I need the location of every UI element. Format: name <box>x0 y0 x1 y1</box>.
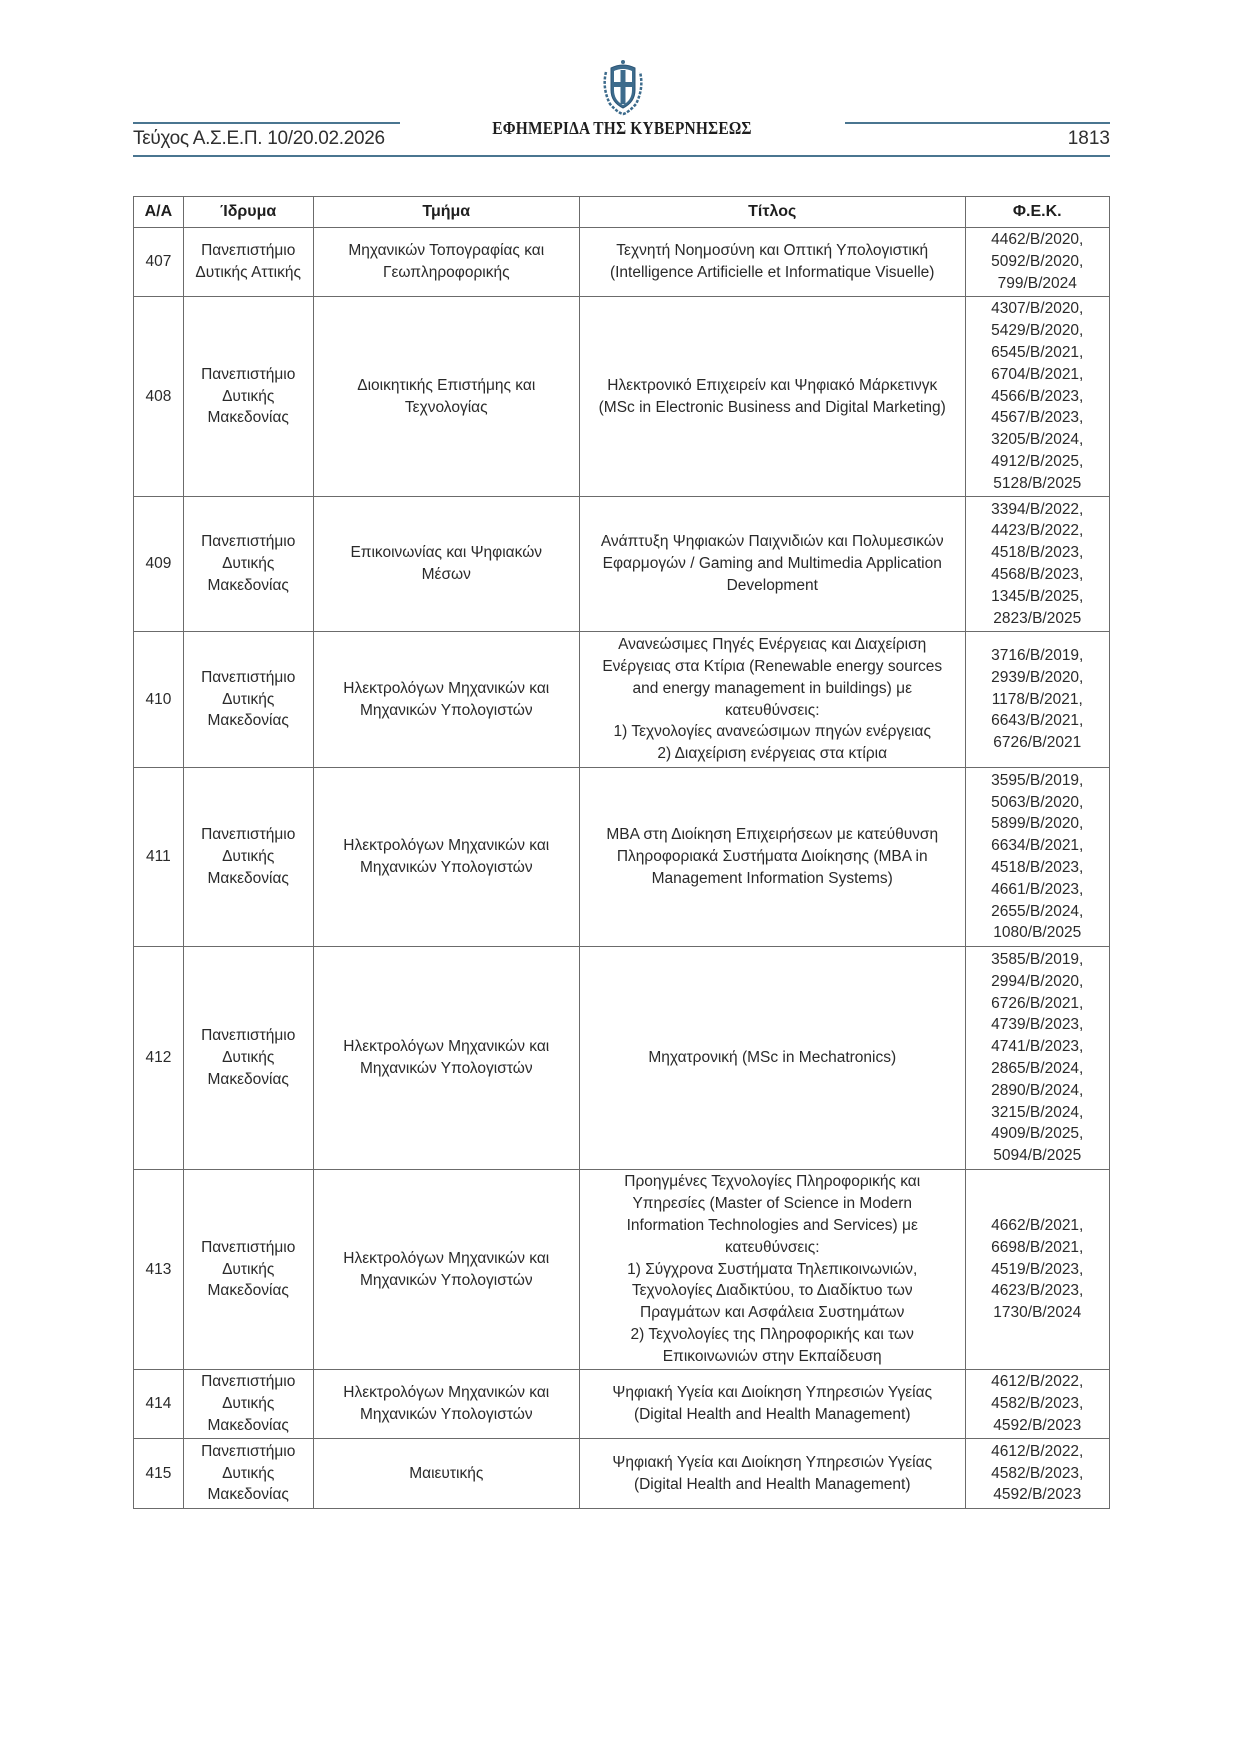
cell-title-line: κατευθύνσεις: <box>724 1238 820 1256</box>
cell-institution-line: Πανεπιστήμιο <box>201 1027 296 1045</box>
cell-title-line: and energy management in buildings) με <box>632 679 912 697</box>
cell-aa <box>134 497 184 632</box>
cell-institution <box>183 1170 313 1370</box>
cell-fek-line: 6698/Β/2021, <box>991 1238 1084 1256</box>
cell-department <box>313 1439 579 1509</box>
cell-institution-line: Μακεδονίας <box>207 712 289 730</box>
cell-institution-line: Πανεπιστήμιο <box>201 365 296 383</box>
cell-fek-line: 4582/Β/2023, <box>991 1395 1084 1413</box>
cell-aa-text: 411 <box>146 848 171 866</box>
cell-title-line: (Intelligence Artificielle et Informatique Visuelle) <box>609 264 935 281</box>
cell-fek-line: 3585/Β/2019, <box>991 951 1084 969</box>
cell-fek-line: 1730/Β/2024 <box>993 1304 1082 1322</box>
cell-institution-line: Δυτικής <box>222 690 275 708</box>
cell-title <box>579 497 965 632</box>
cell-aa-text: 414 <box>145 1395 172 1413</box>
column-header-fek: Φ.Ε.Κ. <box>965 197 1109 228</box>
table-row <box>134 632 1110 768</box>
cell-fek-line: 5429/Β/2020, <box>991 322 1084 340</box>
cell-title-line: Ψηφιακή Υγεία και Διοίκηση Υπηρεσιών Υγείας <box>612 1384 933 1402</box>
cell-aa <box>134 947 184 1170</box>
cell-department <box>313 632 579 768</box>
cell-fek-line: 6726/Β/2021 <box>993 734 1082 752</box>
cell-title-line: MBA στη Διοίκηση Επιχειρήσεων με κατεύθυνση <box>606 826 939 844</box>
cell-institution <box>183 1439 313 1509</box>
table-row <box>134 768 1110 947</box>
cell-fek-line: 3205/Β/2024, <box>991 431 1084 449</box>
cell-fek <box>965 497 1109 632</box>
cell-department <box>313 228 579 297</box>
cell-department-line: Μηχανικών Υπολογιστών <box>359 1060 533 1077</box>
table-row <box>134 297 1110 497</box>
column-header-department: Τμήμα <box>313 197 579 228</box>
cell-title-line: Τεχνολογίες Διαδικτύου, το Διαδίκτυο των <box>631 1282 913 1300</box>
cell-department <box>313 497 579 632</box>
cell-fek-line: 4519/Β/2023, <box>991 1260 1084 1278</box>
cell-fek-line: 4566/Β/2023, <box>991 387 1084 405</box>
cell-title-line: Ανανεώσιμες Πηγές Ενέργειας και Διαχείριση <box>618 636 927 654</box>
column-header-aa: Α/Α <box>134 197 184 228</box>
cell-institution <box>183 297 313 497</box>
cell-fek-line: 2865/Β/2024, <box>991 1060 1084 1077</box>
cell-fek-line: 5094/Β/2025 <box>993 1147 1082 1165</box>
cell-fek-line: 4462/Β/2020, <box>991 231 1084 249</box>
gazette-title: ΕΦΗΜΕΡΙΔΑ ΤΗΣ ΚΥΒΕΡΝΗΣΕΩΣ <box>492 118 752 138</box>
cell-fek <box>965 228 1109 297</box>
cell-aa-text: 415 <box>145 1464 172 1482</box>
cell-department-line: Γεωπληροφορικής <box>382 264 510 281</box>
cell-aa <box>134 632 184 768</box>
table-row <box>134 1170 1110 1370</box>
cell-fek-line: 4739/Β/2023, <box>991 1016 1084 1034</box>
cell-institution-line: Δυτικής Αττικής <box>195 264 301 281</box>
cell-fek-line: 4307/Β/2020, <box>991 300 1084 318</box>
cell-aa <box>134 1370 184 1439</box>
cell-institution-line: Δυτικής <box>222 1464 275 1482</box>
cell-institution-line: Δυτικής <box>222 1260 275 1278</box>
cell-department-line: Μέσων <box>421 566 471 583</box>
cell-institution-line: Δυτικής <box>222 1049 275 1067</box>
header-rule-bottom <box>133 155 1110 157</box>
table-row <box>134 1370 1110 1439</box>
cell-title-line: κατευθύνσεις: <box>724 701 820 719</box>
header-rule-top-right <box>845 122 1110 124</box>
cell-institution-line: Μακεδονίας <box>207 1486 289 1504</box>
cell-fek-line: 6726/Β/2021, <box>991 994 1084 1012</box>
cell-department-line: Διοικητικής Επιστήμης και <box>357 376 536 394</box>
table-row <box>134 1439 1110 1509</box>
cell-institution-line: Μακεδονίας <box>207 1416 289 1434</box>
cell-fek-line: 4518/Β/2023, <box>991 544 1084 562</box>
cell-fek-line: 4612/Β/2022, <box>991 1442 1084 1460</box>
cell-department-line: Μηχανικών Τοπογραφίας και <box>348 242 545 260</box>
cell-fek-line: 5063/Β/2020, <box>991 793 1084 811</box>
cell-fek <box>965 297 1109 497</box>
cell-department-line: Μηχανικών Υπολογιστών <box>359 859 533 876</box>
cell-fek-line: 3716/Β/2019, <box>991 647 1084 664</box>
cell-aa-text: 412 <box>145 1049 172 1067</box>
table-header-row <box>134 197 1110 228</box>
cell-aa-text: 409 <box>145 555 172 573</box>
cell-institution-line: Δυτικής <box>222 555 275 573</box>
cell-title <box>579 228 965 297</box>
cell-title-line: 1) Σύγχρονα Συστήματα Τηλεπικοινωνιών, <box>627 1260 918 1278</box>
page-number: 1813 <box>1067 128 1110 149</box>
cell-title <box>579 1170 965 1370</box>
cell-fek-line: 1178/Β/2021, <box>991 690 1083 708</box>
cell-title-line: 2) Διαχείριση ενέργειας στα κτίρια <box>657 745 888 763</box>
cell-aa <box>134 768 184 947</box>
cell-fek-line: 1345/Β/2025, <box>991 587 1084 605</box>
cell-fek-line: 4592/Β/2023 <box>993 1416 1082 1434</box>
cell-aa-text: 408 <box>145 387 172 405</box>
cell-institution-line: Πανεπιστήμιο <box>201 533 296 551</box>
cell-department <box>313 1170 579 1370</box>
cell-fek-line: 5899/Β/2020, <box>991 815 1084 833</box>
cell-department-line: Ηλεκτρολόγων Μηχανικών και <box>343 1249 550 1267</box>
table-row <box>134 497 1110 632</box>
cell-fek-line: 5128/Β/2025 <box>993 474 1082 492</box>
cell-fek-line: 6643/Β/2021, <box>991 712 1084 730</box>
cell-department-line: Μαιευτικής <box>409 1464 484 1482</box>
cell-fek-line: 6545/Β/2021, <box>991 344 1084 361</box>
cell-institution-line: Πανεπιστήμιο <box>201 668 296 686</box>
cell-title-line: Ενέργειας στα Κτίρια (Renewable energy sources <box>602 657 943 675</box>
cell-title-line: 2) Τεχνολογίες της Πληροφορικής και των <box>630 1325 914 1343</box>
cell-institution-line: Πανεπιστήμιο <box>201 1373 296 1391</box>
cell-title-line: Development <box>726 576 818 594</box>
cell-fek <box>965 1370 1109 1439</box>
table-body <box>134 228 1110 1509</box>
cell-fek-line: 2939/Β/2020, <box>991 668 1084 686</box>
cell-fek-line: 5092/Β/2020, <box>991 253 1084 271</box>
cell-department-line: Ηλεκτρολόγων Μηχανικών και <box>343 679 550 697</box>
cell-institution <box>183 228 313 297</box>
cell-fek-line: 2890/Β/2024, <box>991 1081 1084 1099</box>
cell-fek-line: 4662/Β/2021, <box>991 1217 1084 1234</box>
cell-fek-line: 4909/Β/2025, <box>991 1125 1084 1143</box>
cell-fek-line: 799/Β/2024 <box>997 274 1077 292</box>
cell-title-line: Ψηφιακή Υγεία και Διοίκηση Υπηρεσιών Υγείας <box>612 1453 933 1471</box>
cell-department <box>313 297 579 497</box>
cell-institution-line: Μακεδονίας <box>207 1282 289 1300</box>
cell-aa <box>134 297 184 497</box>
cell-fek <box>965 947 1109 1170</box>
cell-fek-line: 4912/Β/2025, <box>991 452 1084 470</box>
cell-title-line: Μηχατρονική (MSc in Mechatronics) <box>648 1049 897 1067</box>
cell-institution-line: Πανεπιστήμιο <box>201 1442 296 1460</box>
cell-institution-line: Πανεπιστήμιο <box>201 826 296 844</box>
cell-title-line: (MSc in Electronic Business and Digital Marketing) <box>598 398 946 416</box>
cell-fek-line: 2823/Β/2025 <box>993 609 1082 627</box>
cell-department-line: Επικοινωνίας και Ψηφιακών <box>350 544 543 562</box>
cell-aa <box>134 228 184 297</box>
cell-title-line: Πραγμάτων και Ασφάλεια Συστημάτων <box>640 1304 905 1322</box>
cell-fek-line: 4741/Β/2023, <box>991 1038 1084 1056</box>
column-header-title: Τίτλος <box>579 197 965 228</box>
cell-title <box>579 1439 965 1509</box>
cell-aa-text: 407 <box>145 253 172 271</box>
cell-title-line: Τεχνητή Νοημοσύνη και Οπτική Υπολογιστική <box>616 242 929 260</box>
cell-title <box>579 632 965 768</box>
cell-institution <box>183 632 313 768</box>
cell-fek-line: 4567/Β/2023, <box>991 409 1084 427</box>
cell-fek-line: 6634/Β/2021, <box>991 837 1084 855</box>
cell-title-line: Ανάπτυξη Ψηφιακών Παιχνιδιών και Πολυμεσικών <box>600 533 944 551</box>
cell-institution <box>183 497 313 632</box>
cell-title-line: Ηλεκτρονικό Επιχειρείν και Ψηφιακό Μάρκετινγκ <box>607 376 938 394</box>
cell-department-line: Μηχανικών Υπολογιστών <box>359 1406 533 1423</box>
cell-title-line: Προηγμένες Τεχνολογίες Πληροφορικής και <box>624 1173 921 1191</box>
cell-fek-line: 4661/Β/2023, <box>991 880 1084 898</box>
cell-fek-line: 4612/Β/2022, <box>991 1373 1084 1391</box>
cell-department <box>313 1370 579 1439</box>
table-row <box>134 947 1110 1170</box>
cell-title-line: (Digital Health and Health Management) <box>633 1406 911 1423</box>
cell-institution-line: Δυτικής <box>222 848 275 866</box>
cell-department <box>313 768 579 947</box>
cell-department-line: Μηχανικών Υπολογιστών <box>359 701 533 719</box>
cell-fek-line: 4518/Β/2023, <box>991 859 1084 876</box>
table-row <box>134 228 1110 297</box>
cell-title-line: Information Technologies and Services) με <box>626 1217 918 1234</box>
cell-institution-line: Μακεδονίας <box>207 1070 289 1088</box>
cell-institution <box>183 768 313 947</box>
cell-department-line: Ηλεκτρολόγων Μηχανικών και <box>343 1384 550 1402</box>
cell-department <box>313 947 579 1170</box>
cell-title-line: 1) Τεχνολογίες ανανεώσιμων πηγών ενέργειας <box>613 723 931 741</box>
programs-table <box>133 196 1110 1509</box>
cell-aa-text: 410 <box>145 690 172 708</box>
cell-title-line: Επικοινωνιών στην Εκπαίδευση <box>662 1347 882 1365</box>
cell-title-line: Management Information Systems) <box>651 869 893 887</box>
cell-fek-line: 4423/Β/2022, <box>991 522 1084 540</box>
cell-fek-line: 2994/Β/2020, <box>991 972 1084 990</box>
cell-institution <box>183 947 313 1170</box>
greek-coat-of-arms-icon <box>598 58 648 116</box>
cell-fek-line: 1080/Β/2025 <box>993 924 1082 942</box>
cell-aa <box>134 1439 184 1509</box>
cell-title <box>579 768 965 947</box>
cell-title-line: Υπηρεσίες (Master of Science in Modern <box>632 1195 912 1213</box>
cell-fek <box>965 1439 1109 1509</box>
cell-department-line: Ηλεκτρολόγων Μηχανικών και <box>343 1038 550 1056</box>
cell-title <box>579 297 965 497</box>
cell-fek <box>965 768 1109 947</box>
cell-institution-line: Μακεδονίας <box>207 409 289 427</box>
cell-aa-text: 413 <box>145 1260 172 1278</box>
cell-fek-line: 4568/Β/2023, <box>991 566 1084 583</box>
column-header-institution: Ίδρυμα <box>183 197 313 228</box>
cell-title-line: (Digital Health and Health Management) <box>633 1475 911 1493</box>
cell-fek-line: 4582/Β/2023, <box>991 1464 1084 1482</box>
cell-title <box>579 1370 965 1439</box>
cell-institution-line: Δυτικής <box>222 1395 275 1413</box>
cell-fek <box>965 632 1109 768</box>
cell-fek-line: 6704/Β/2021, <box>991 365 1084 383</box>
cell-institution-line: Μακεδονίας <box>207 869 289 887</box>
cell-title-line: Πληροφοριακά Συστήματα Διοίκησης (MBA in <box>616 848 928 866</box>
cell-department-line: Τεχνολογίας <box>404 398 488 416</box>
cell-fek-line: 4592/Β/2023 <box>993 1486 1082 1504</box>
cell-institution <box>183 1370 313 1439</box>
cell-title-line: Εφαρμογών / Gaming and Multimedia Application <box>602 555 942 573</box>
cell-fek <box>965 1170 1109 1370</box>
cell-aa <box>134 1170 184 1370</box>
cell-fek-line: 3394/Β/2022, <box>991 500 1084 518</box>
cell-fek-line: 2655/Β/2024, <box>991 902 1084 920</box>
cell-fek-line: 3595/Β/2019, <box>991 771 1084 789</box>
cell-department-line: Ηλεκτρολόγων Μηχανικών και <box>343 837 550 855</box>
cell-fek-line: 4623/Β/2023, <box>991 1282 1084 1300</box>
cell-institution-line: Πανεπιστήμιο <box>201 242 296 260</box>
cell-title <box>579 947 965 1170</box>
cell-department-line: Μηχανικών Υπολογιστών <box>359 1271 533 1289</box>
cell-institution-line: Μακεδονίας <box>207 576 289 594</box>
cell-fek-line: 3215/Β/2024, <box>991 1103 1084 1121</box>
issue-label: Τεύχος Α.Σ.Ε.Π. 10/20.02.2026 <box>133 128 385 149</box>
header-rule-top-left <box>133 122 400 124</box>
cell-institution-line: Πανεπιστήμιο <box>201 1238 296 1256</box>
cell-institution-line: Δυτικής <box>222 387 275 405</box>
